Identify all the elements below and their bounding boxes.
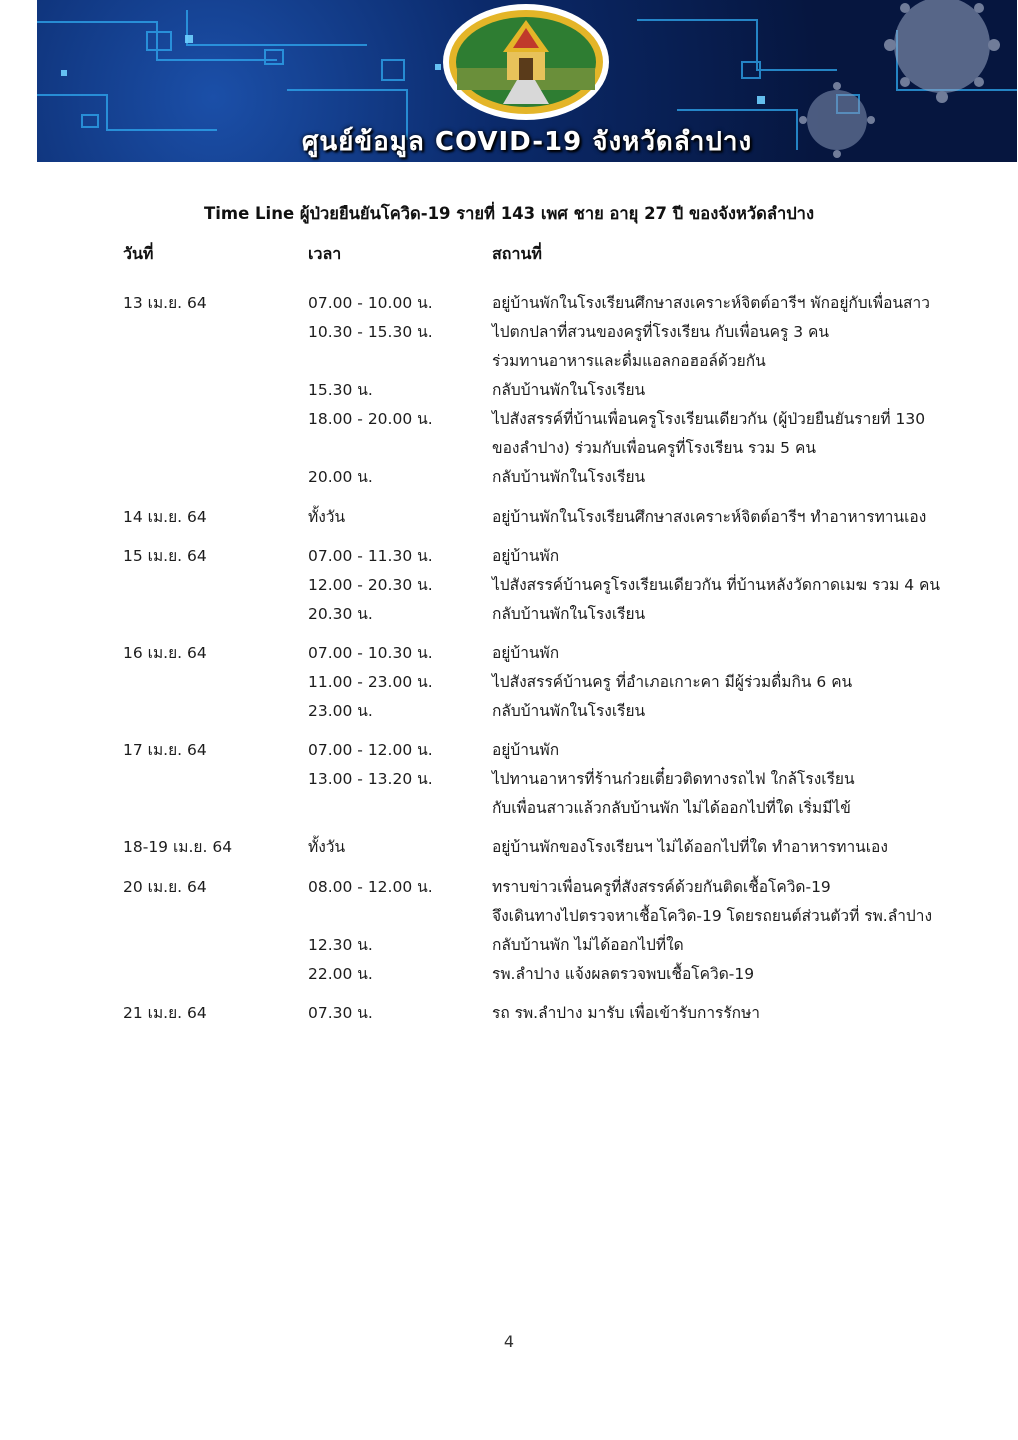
row-place: กลับบ้านพักในโรงเรียน <box>492 381 646 399</box>
row-time: 12.30 น. <box>308 936 373 954</box>
row-time: 13.00 - 13.20 น. <box>308 770 433 788</box>
row-time: 11.00 - 23.00 น. <box>308 673 433 691</box>
row-time: 22.00 น. <box>308 965 373 983</box>
row-place: รพ.ลำปาง แจ้งผลตรวจพบเชื้อโควิด-19 <box>492 965 755 983</box>
row-time: 10.30 - 15.30 น. <box>308 323 433 341</box>
row-place: ไปสังสรรค์บ้านครู ที่อำเภอเกาะคา มีผู้ร่วมดื่มกิน 6 คน <box>492 673 853 691</box>
row-place: กลับบ้านพัก ไม่ได้ออกไปที่ใด <box>492 936 684 954</box>
row-place: อยู่บ้านพักในโรงเรียนศึกษาสงเคราะห์จิตต์อารีฯ ทำอาหารทานเอง <box>492 508 927 526</box>
row-time: 20.00 น. <box>308 468 373 486</box>
row-time: 07.00 - 10.30 น. <box>308 644 433 662</box>
header-date: วันที่ <box>123 244 154 263</box>
row-place: ทราบข่าวเพื่อนครูที่สังสรรค์ด้วยกันติดเชื้อโควิด-19 <box>492 878 831 896</box>
row-date: 16 เม.ย. 64 <box>123 644 207 662</box>
row-time: 20.30 น. <box>308 605 373 623</box>
lampang-seal-logo <box>443 4 609 120</box>
row-place: อยู่บ้านพัก <box>492 644 560 662</box>
row-place: ไปตกปลาที่สวนของครูที่โรงเรียน กับเพื่อนครู 3 คน <box>492 323 829 341</box>
row-date: 18-19 เม.ย. 64 <box>123 838 233 856</box>
row-place: ของลำปาง) ร่วมกับเพื่อนครูที่โรงเรียน รวม 5 คน <box>492 439 816 457</box>
row-time: 12.00 - 20.30 น. <box>308 576 433 594</box>
row-time: 07.00 - 12.00 น. <box>308 741 433 759</box>
row-place: จึงเดินทางไปตรวจหาเชื้อโควิด-19 โดยรถยนต์ส่วนตัวที่ รพ.ลำปาง <box>492 907 933 925</box>
row-place: รถ รพ.ลำปาง มารับ เพื่อเข้ารับการรักษา <box>492 1004 760 1022</box>
page-number: 4 <box>503 1332 515 1351</box>
row-time: 15.30 น. <box>308 381 373 399</box>
row-place: ไปทานอาหารที่ร้านก๋วยเตี๋ยวติดทางรถไฟ ใกล้โรงเรียน <box>492 770 855 788</box>
row-place: กลับบ้านพักในโรงเรียน <box>492 702 646 720</box>
row-time: ทั้งวัน <box>308 508 346 526</box>
row-place: อยู่บ้านพักของโรงเรียนฯ ไม่ได้ออกไปที่ใด ทำอาหารทานเอง <box>492 838 888 856</box>
row-place: กลับบ้านพักในโรงเรียน <box>492 605 646 623</box>
row-time: 18.00 - 20.00 น. <box>308 410 433 428</box>
row-date: 15 เม.ย. 64 <box>123 547 207 565</box>
row-time: 23.00 น. <box>308 702 373 720</box>
row-time: ทั้งวัน <box>308 838 346 856</box>
row-place: ไปสังสรรค์บ้านครูโรงเรียนเดียวกัน ที่บ้านหลังวัดกาดเมฆ รวม 4 คน <box>492 576 940 594</box>
row-place: ไปสังสรรค์ที่บ้านเพื่อนครูโรงเรียนเดียวกัน (ผู้ป่วยยืนยันรายที่ 130 <box>492 410 926 428</box>
row-time: 07.00 - 11.30 น. <box>308 547 433 565</box>
row-date: 13 เม.ย. 64 <box>123 294 207 312</box>
row-time: 07.30 น. <box>308 1004 373 1022</box>
row-place: ร่วมทานอาหารและดื่มแอลกอฮอล์ด้วยกัน <box>492 352 766 370</box>
banner-title: ศูนย์ข้อมูล COVID-19 จังหวัดลำปาง <box>301 127 753 157</box>
row-date: 14 เม.ย. 64 <box>123 508 207 526</box>
row-date: 17 เม.ย. 64 <box>123 741 207 759</box>
row-place: อยู่บ้านพักในโรงเรียนศึกษาสงเคราะห์จิตต์อารีฯ พักอยู่กับเพื่อนสาว <box>492 294 930 312</box>
row-time: 08.00 - 12.00 น. <box>308 878 433 896</box>
header-banner <box>37 0 1017 162</box>
row-place: กับเพื่อนสาวแล้วกลับบ้านพัก ไม่ได้ออกไปที่ใด เริ่มมีไข้ <box>492 799 851 817</box>
header-place: สถานที่ <box>492 244 542 263</box>
row-place: อยู่บ้านพัก <box>492 547 560 565</box>
row-date: 21 เม.ย. 64 <box>123 1004 207 1022</box>
header-time: เวลา <box>308 244 342 263</box>
row-date: 20 เม.ย. 64 <box>123 878 207 896</box>
row-place: อยู่บ้านพัก <box>492 741 560 759</box>
row-time: 07.00 - 10.00 น. <box>308 294 433 312</box>
row-place: กลับบ้านพักในโรงเรียน <box>492 468 646 486</box>
document-title: Time Line ผู้ป่วยยืนยันโควิด-19 รายที่ 143 เพศ ชาย อายุ 27 ปี ของจังหวัดลำปาง <box>203 204 815 223</box>
